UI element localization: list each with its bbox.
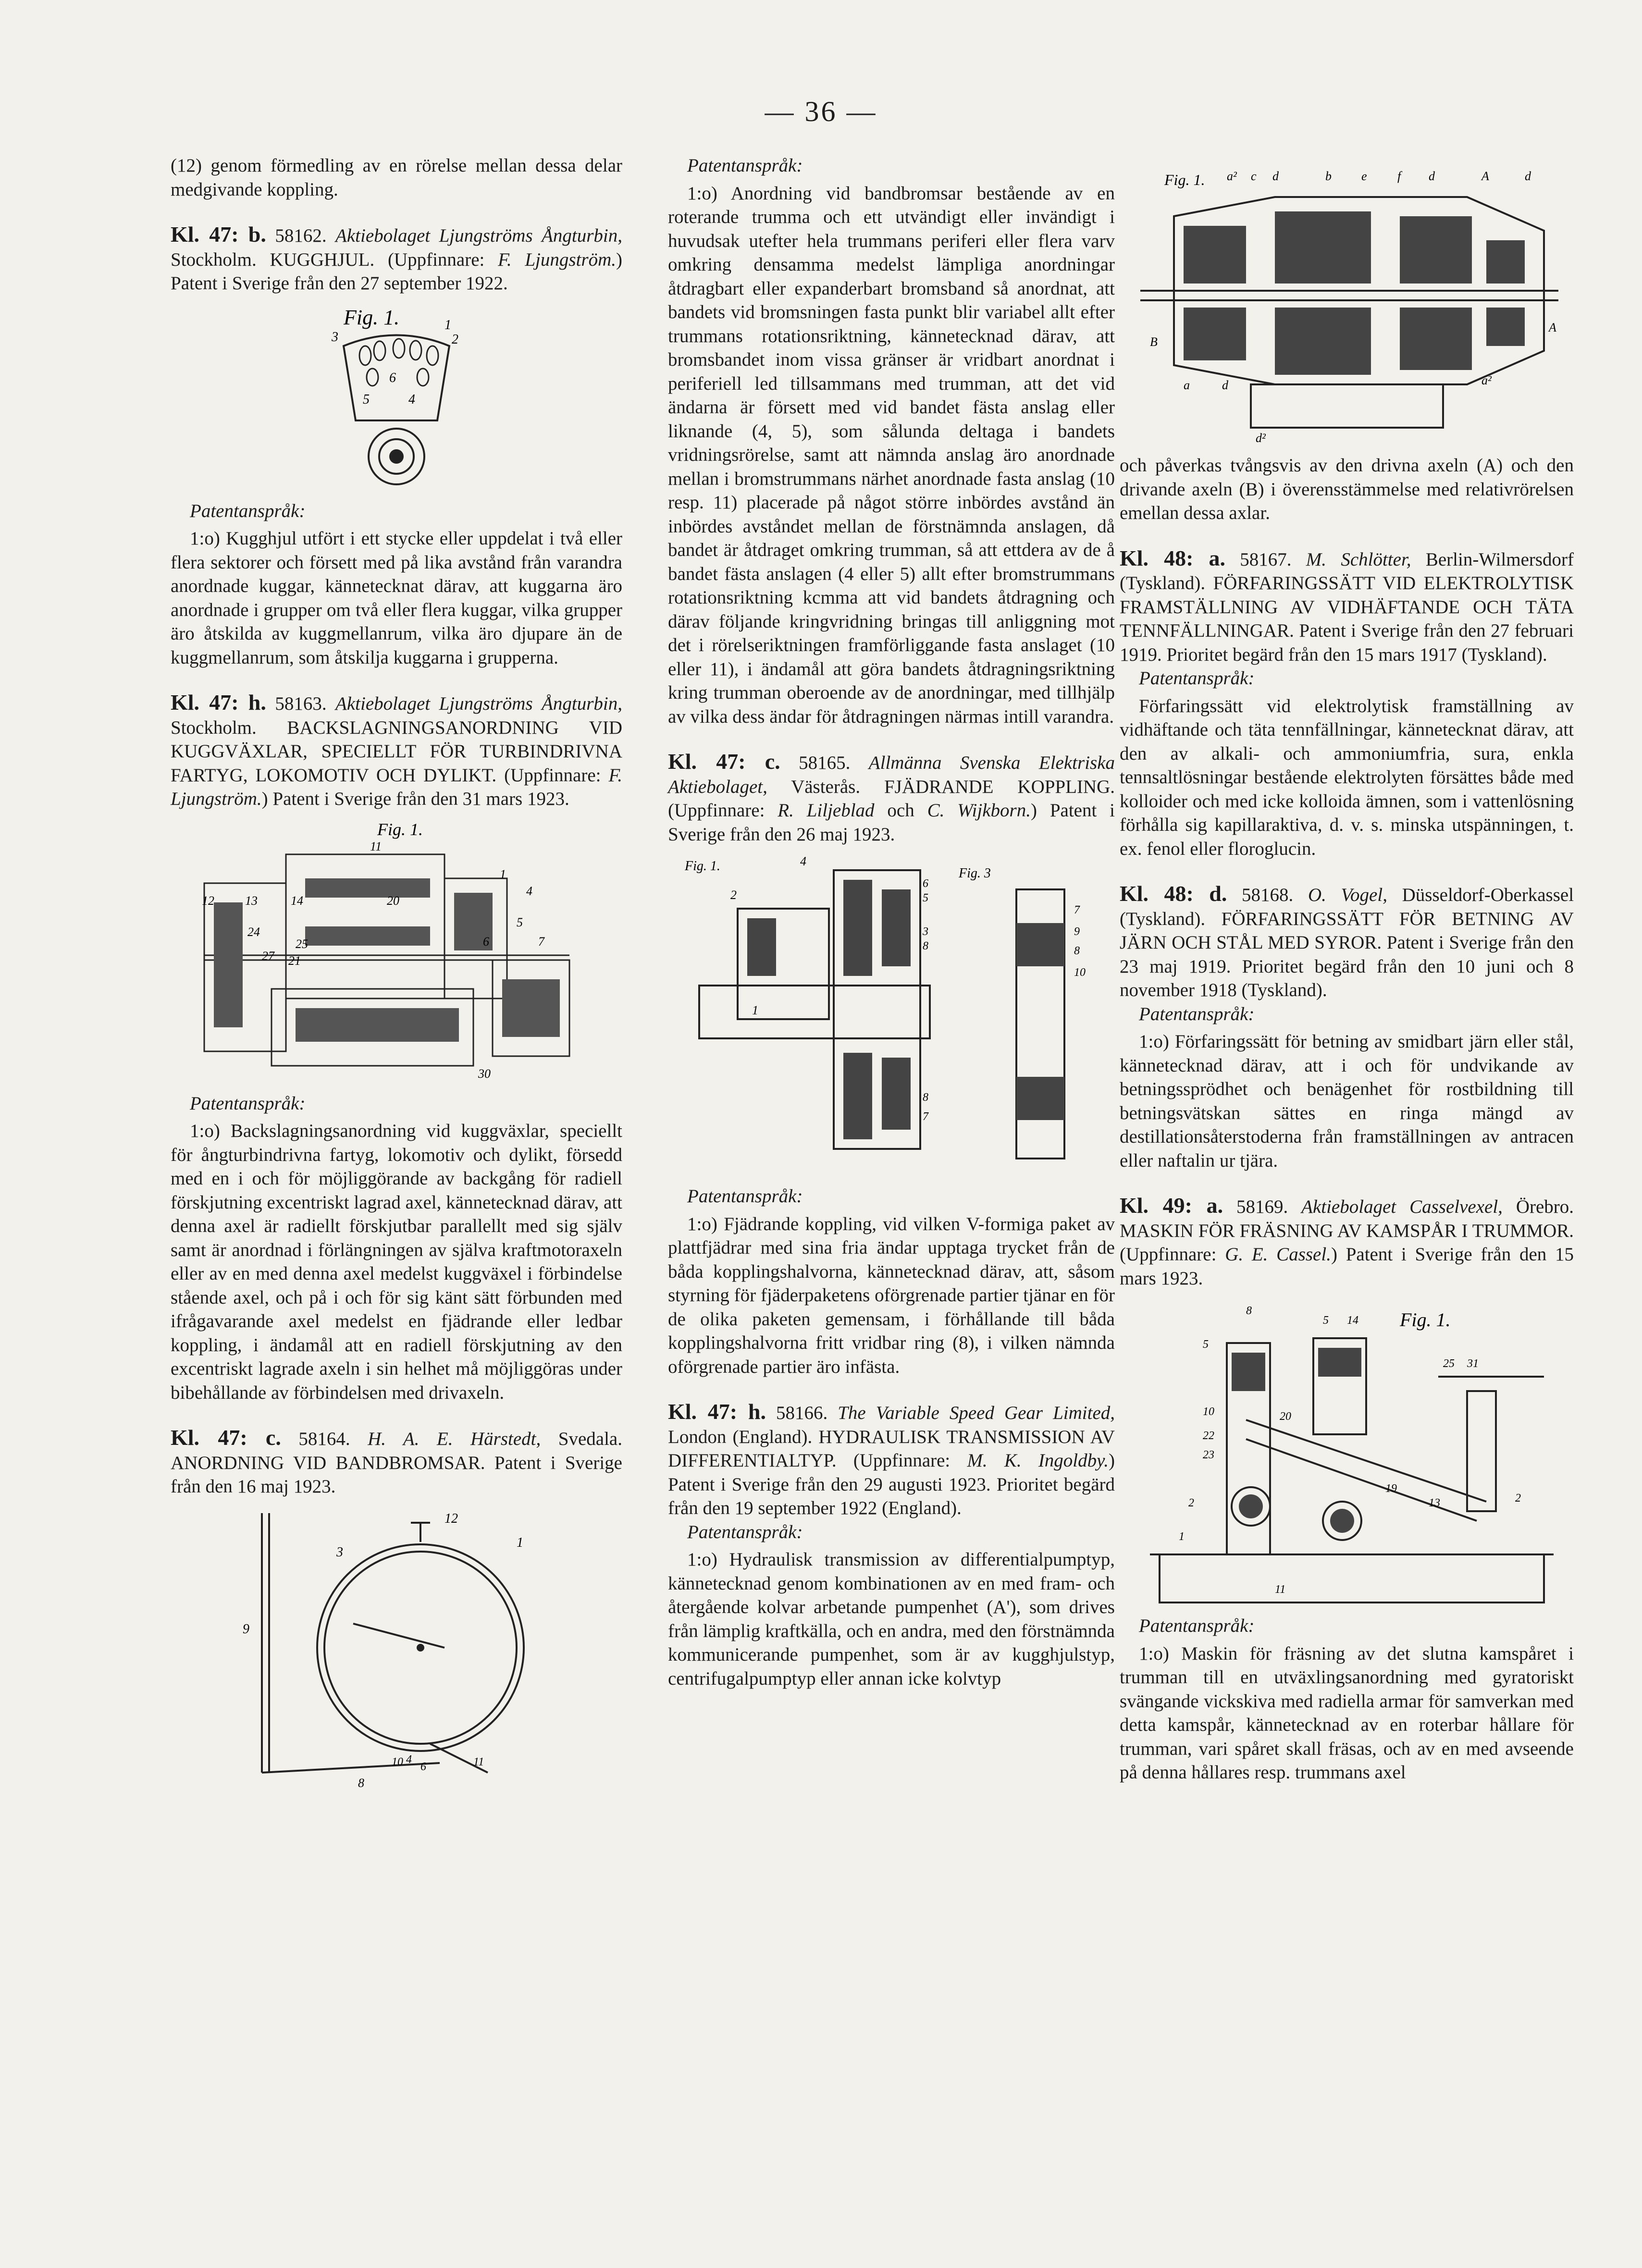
figure-number: 25 (296, 937, 308, 951)
figure-number: 20 (387, 893, 399, 908)
class-label: Kl. 47: h. (668, 1399, 766, 1424)
patent-number: 58163. (275, 693, 327, 714)
entry-tail: ) Patent i Sverige från den 31 mars 1923. (261, 789, 569, 809)
claim-58169: 1:o) Maskin för fräsning av det slutna kamspåret i trumman till en utväxlingsanordning med gyratoriskt svängande vickskiva med radiella armar för samverkan med detta kamspår, kännetecknad av en roterbar hållare för trumman, vari spåret skall fräsas, och av en med avseende på denna hållares resp. trummans axel (1120, 1643, 1574, 1783)
applicant: Aktiebolaget Casselvexel, (1301, 1196, 1503, 1217)
entry-58168-header (1120, 882, 1574, 1002)
applicant: M. Schlötter, (1306, 549, 1411, 570)
entry-58164-header (171, 1426, 622, 1499)
figure-number: e (1361, 169, 1367, 183)
entry-tail: ) Patent i Sverige från den 27 september 1922. (171, 249, 622, 294)
figure-number: 4 (408, 392, 415, 407)
entry-58166-header (668, 1400, 1115, 1520)
figure-number: 12 (202, 893, 214, 908)
figure-number: 7 (923, 1110, 928, 1123)
page-number: — 36 — (765, 96, 877, 127)
patent-number: 58168. (1242, 885, 1294, 905)
entry-58162-header (171, 222, 622, 296)
figure-label: Fig. 1. (344, 305, 400, 329)
figure-number: 8 (923, 1091, 928, 1104)
inventor: M. K. Ingoldby. (967, 1450, 1109, 1471)
figure-number: 24 (247, 924, 260, 939)
figure-number: 4 (800, 854, 806, 868)
figure-number: c (1250, 169, 1257, 183)
drum-center (417, 1644, 424, 1652)
claims-heading: Patentanspråk: (687, 155, 803, 176)
figure-number: 12 (444, 1511, 458, 1526)
figure-number: 2 (730, 888, 737, 902)
entry-tail: ) Patent i Sverige från den 26 maj 1923. (668, 800, 1115, 845)
figure-number: 13 (1428, 1497, 1440, 1509)
figure-number: 6 (923, 877, 928, 890)
class-label: Kl. 47: c. (668, 749, 780, 774)
continuation-paragraph: och påverkas tvångsvis av den drivna axeln (A) och den drivande axeln (B) i överensstämmelse med relativrörelsen emellan dessa axlar. (1120, 455, 1574, 523)
inventor: R. Liljeblad (778, 800, 875, 821)
intro-paragraph: (12) genom förmedling av en rörelse mellan dessa delar medgivande koppling. (171, 155, 622, 200)
patent-number: 58169. (1236, 1196, 1288, 1217)
figure-number: 5 (517, 915, 523, 929)
figure-number: 14 (1346, 1314, 1358, 1327)
figure-number: 25 (1443, 1357, 1455, 1370)
figure-number: 4 (406, 1753, 412, 1766)
entry-text: Düsseldorf-Oberkassel (Tyskland). FÖRFARINGSSÄTT FÖR BETNING AV JÄRN OCH STÅL MED SYROR. Patent i Sverige från den 23 maj 1919. Prioritet begärd från den 10 juni och 8 november 1918 (Tyskland). (1120, 885, 1574, 1000)
conjunction: och (887, 800, 914, 821)
entry-text: Berlin-Wilmersdorf (Tyskland). FÖRFARINGSSÄTT VID ELEKTROLYTISK FRAMSTÄLLNING AV VIDHÄFTANDE OCH TÄTA TENNFÄLLNINGAR. Patent i Sverige från den 27 februari 1919. Prioritet begärd från den 15 mars 1917 (Tyskland). (1120, 549, 1574, 665)
entry-tail: ) Patent i Sverige från den 15 mars 1923. (1120, 1244, 1574, 1289)
inventor: F. Ljungström. (171, 764, 623, 809)
gear-figure (324, 300, 469, 493)
patent-number: 58165. (799, 752, 851, 773)
column-1 (171, 154, 622, 1799)
figure-label: Fig. 1. (1399, 1309, 1451, 1331)
figure-number: 31 (1467, 1357, 1479, 1370)
entry-tail: ) Patent i Sverige från den 29 augusti 1923. Prioritet begärd från den 19 september 1922 (England). (668, 1450, 1115, 1518)
figure-number: 9 (243, 1621, 249, 1637)
claim-58165: 1:o) Fjädrande koppling, vid vilken V-formiga paket av plattfjädrar med sina fria ändar upptaga trycket från de båda kopplingshalvorna, kännetecknad därav, att, såsom styrning för fjäderpaketens oförgrenade partier tjänar en för de olika paketen gemensam, i förhållande till båda kopplingshalvorna fritt vridbar ring (8), i vilken nämnda oförgrenade partier äro infästa. (668, 1213, 1115, 1377)
claim-58168: 1:o) Förfaringssätt för betning av smidbart järn eller stål, kännetecknad därav, att i och för undvikande av betningssprödhet och benägenhet för rostbildning till betningsvätskan sättes en ringa mängd av destillationsåterstoderna från framställningen av antracen eller naftalin ur tjära. (1120, 1031, 1574, 1171)
figure-number: 10 (1074, 966, 1086, 979)
transmission-hatching (1184, 211, 1525, 375)
applicant: The Variable Speed Gear Limited, (838, 1403, 1115, 1423)
figure-number: 5 (1202, 1338, 1209, 1351)
applicant: H. A. E. Härstedt, (368, 1429, 541, 1449)
figure-number: 7 (538, 934, 544, 949)
figure-number: 3 (332, 329, 338, 345)
figure-label: Fig. 1. (377, 819, 423, 839)
figure-number: 11 (1274, 1583, 1285, 1596)
figure-label: Fig. 3 (959, 866, 991, 881)
figure-number: a² (1226, 169, 1237, 183)
figure-number: A (1548, 320, 1556, 334)
applicant: Allmänna Svenska Elektriska Aktiebolaget, (668, 752, 1115, 797)
claims-heading: Patentanspråk: (190, 500, 306, 521)
figure-number: 1 (1178, 1530, 1185, 1543)
gear-shaft (389, 449, 404, 464)
figure-number: 10 (1202, 1405, 1214, 1418)
entry-58163-header (171, 690, 622, 811)
figure-number: 1 (517, 1535, 523, 1550)
gearbox-figure (185, 816, 608, 1085)
figure-number: b (1325, 169, 1332, 183)
figure-number: d (1524, 169, 1531, 183)
claim-58167: Förfaringssätt vid elektrolytisk framställning av vidhäftande och täta tennfällningar, kännetecknat därav, att den av alkali- och ammoniumfria, sura, enkla tennsaltlösningar bestående elektrolyten försättes både med kolloider och med icke kolloida ämnen, som i vattenlösning förhålla sig kapillaraktiva, d. v. s. minska utspänningen, t. ex. fenol eller floroglucin. (1120, 695, 1574, 859)
class-label: Kl. 47: c. (171, 1425, 281, 1450)
figure-number: 1 (752, 1003, 758, 1017)
figure-number: 10 (392, 1755, 403, 1768)
figure-number: 8 (358, 1775, 364, 1790)
figure-number: 14 (291, 893, 303, 908)
entry-text: Stockholm. KUGGHJUL. (Uppfinnare: (171, 249, 485, 270)
figure-number: 2 (1188, 1497, 1194, 1509)
inventor: F. Ljungström. (498, 249, 616, 270)
figure-number: 13 (245, 893, 258, 908)
milling-machine-figure (1131, 1295, 1563, 1607)
figure-number: A (1481, 169, 1489, 183)
applicant: Aktiebolaget Ljungströms Ångturbin, (335, 225, 623, 246)
figure-number: 9 (1074, 925, 1080, 938)
figure-number: 1 (500, 867, 506, 881)
entry-58167-header (1120, 546, 1574, 667)
figure-number: d (1272, 169, 1279, 183)
entry-text: London (England). HYDRAULISK TRANSMISSION AV DIFFERENTIALTYP. (Uppfinnare: (668, 1426, 1115, 1471)
claims-heading: Patentanspråk: (687, 1186, 803, 1207)
class-label: Kl. 49: a. (1120, 1193, 1223, 1218)
patent-number: 58162. (275, 225, 327, 246)
claim-58163: 1:o) Backslagningsanordning vid kuggväxlar, speciellt för ångturbindrivna fartyg, lokomotiv och dylikt, försedd med en i och för möjliggörande av backgång för radiell förskjutning excentriskt lagrad axel, kännetecknad därav, att denna axel är radiellt förskjutbar parallellt med sig själv samt är anordnad i förlängningen av själva kraftmotoraxeln eller av en med denna axel medelst kuggväxel i förbindelse stående axel, och på i och för sig känt sätt förbunden med ifrågavarande axel medelst en fjädrande eller ledbar koppling, i ändamål att en radiell förskjutning av den excentriskt lagrade axeln i sin helhet må möjliggöras under bibehållande av förbindelsen med drivaxeln. (171, 1121, 622, 1403)
claims-heading: Patentanspråk: (687, 1521, 803, 1542)
figure-number: a² (1481, 373, 1492, 387)
claim-58166: 1:o) Hydraulisk transmission av differentialpumptyp, kännetecknad genom kombinationen av en med fram- och återgående kolvar arbetande pumpenhet (A'), som drives från lämplig kraftkälla, och en andra, med den förstnämnda kommunicerande pumpenhet, som är av kugghjulstyp, centrifugalpumptyp eller annan icke kolvtyp (668, 1549, 1115, 1689)
claim-58164: 1:o) Anordning vid bandbromsar bestående av en roterande trumma och ett utvändigt eller invändigt i huvudsak utefter hela trummans periferi eller flera varv omkring densamma medelst lämpliga anordningar åtdragbart eller expanderbart bromsband så anordnat, att bandets vid bromsningen fasta punkt blir variabel allt efter trummans rotationsriktning, kännetecknad därav, att bromsbandet inom vissa gränser är vridbart anordnat i periferiell led tillsammans med trumman, att det vid ändarna är försett med vid bandet fästa anslag eller liknande (4, 5), som sålunda deltaga i bandets vridningsrörelse, samt att nämnda anslag äro anordnade mellan i bromstrummans närhet anordnade fasta anslag (10 resp. 11) placerade på något större inbördes avstånd än inbördes avståndet mellan de förstnämnda anslagen, då bandet är åtdraget omkring trumman, så att ettdera av de å bandet fästa anslagen (4 eller 5) allt efter bromstrummans rotationsriktning kcmma att vid bandets åtdragning och därav följande kringvridning bringas till anliggning mot det i rörelseriktningen framförliggande fasta anslaget (10 eller 11), i ändamål att göra bandets åtdragningsriktning kring trumman oberoende av de anordningar, med tillhjälp av vilka dess ändar för åtdragningen närmas intill varandra. (668, 183, 1115, 727)
gear-teeth (359, 339, 438, 386)
figure-number: 6 (420, 1760, 426, 1773)
figure-number: 5 (1322, 1314, 1329, 1327)
figure-number: 22 (1202, 1430, 1214, 1442)
class-label: Kl. 48: a. (1120, 545, 1225, 570)
figure-number: 30 (478, 1066, 491, 1081)
applicant: Aktiebolaget Ljungströms Ångturbin, (335, 693, 623, 714)
figure-number: 11 (370, 839, 382, 853)
figure-number: 8 (1074, 945, 1080, 957)
figure-number: 8 (923, 940, 928, 952)
entry-58165-header (668, 750, 1115, 846)
milling-machine-drawing (1150, 1338, 1554, 1602)
figure-number: d (1428, 169, 1435, 183)
figure-number: 21 (288, 953, 301, 968)
patent-number: 58164. (298, 1429, 350, 1449)
entry-58169-header (1120, 1194, 1574, 1290)
class-label: Kl. 47: h. (171, 690, 266, 715)
figure-number: 2 (1515, 1492, 1521, 1504)
inventor: G. E. Cassel. (1225, 1244, 1331, 1265)
band-brake-figure (228, 1504, 565, 1792)
figure-number: 3 (923, 925, 928, 938)
figure-number: 3 (336, 1544, 343, 1560)
figure-number: 6 (389, 370, 396, 385)
figure-number: 6 (483, 934, 489, 949)
patent-number: 58166. (776, 1403, 828, 1423)
figure-label: Fig. 1. (1164, 171, 1205, 188)
figure-number: 5 (923, 892, 928, 904)
entry-text: Svedala. ANORDNING VID BANDBROMSAR. Patent i Sverige från den 16 maj 1923. (171, 1429, 622, 1497)
figure-number: 20 (1279, 1410, 1291, 1423)
band-brake-drawing (262, 1513, 524, 1773)
coupling-figure (680, 851, 1103, 1178)
class-label: Kl. 47: b. (171, 222, 266, 247)
figure-number: 8 (1246, 1305, 1252, 1317)
figure-number: d² (1255, 431, 1266, 445)
claims-heading: Patentanspråk: (1139, 668, 1255, 689)
column-3 (1120, 154, 1574, 1785)
figure-number: 19 (1385, 1482, 1397, 1495)
figure-number: 11 (473, 1755, 484, 1768)
claim-58162: 1:o) Kugghjul utfört i ett stycke eller uppdelat i två eller flera sektorer och försett med på lika avstånd från varandra anordnade kuggar, kännetecknat därav, att kuggarna äro anordnade i grupper om två eller flera kuggar, vilka grupper äro åtskilda av kuggmellanrum, vilka äro djupare än de kuggmellanrum, som åtskilja kuggarna i grupperna. (171, 528, 622, 668)
figure-number: a (1183, 378, 1190, 392)
gear-sector (344, 335, 449, 420)
entry-text: Västerås. FJÄDRANDE KOPPLING. (Uppfinnare: (668, 776, 1115, 821)
patent-number: 58167. (1240, 549, 1292, 570)
figure-number: d (1222, 378, 1228, 392)
claims-heading: Patentanspråk: (1139, 1615, 1255, 1636)
hydraulic-transmission-figure (1131, 159, 1563, 447)
figure-number: 23 (1202, 1449, 1214, 1461)
column-2 (668, 154, 1115, 1690)
figure-number: B (1149, 335, 1158, 349)
claims-heading: Patentanspråk: (190, 1093, 306, 1114)
entry-text: Örebro. MASKIN FÖR FRÄSNING AV KAMSPÅR I TRUMMOR. (Uppfinnare: (1120, 1196, 1574, 1265)
figure-label: Fig. 1. (685, 859, 720, 874)
claims-heading: Patentanspråk: (1139, 1003, 1255, 1024)
entry-text: Stockholm. BACKSLAGNINGSANORDNING VID KUGGVÄXLAR, SPECIELLT FÖR TURBINDRIVNA FARTYG, LOKOMOTIV OCH DYLIKT. (Uppfinnare: (171, 717, 622, 786)
applicant: O. Vogel, (1308, 885, 1387, 905)
figure-number: 4 (526, 884, 532, 898)
figure-number: f (1397, 169, 1401, 183)
figure-number: 7 (1074, 904, 1080, 916)
figure-number: 27 (262, 949, 274, 963)
inventor: C. Wijkborn. (927, 800, 1031, 821)
class-label: Kl. 48: d. (1120, 881, 1227, 906)
figure-number: 1 (444, 317, 451, 333)
figure-number: 5 (363, 392, 370, 407)
figure-number: 2 (452, 332, 458, 347)
